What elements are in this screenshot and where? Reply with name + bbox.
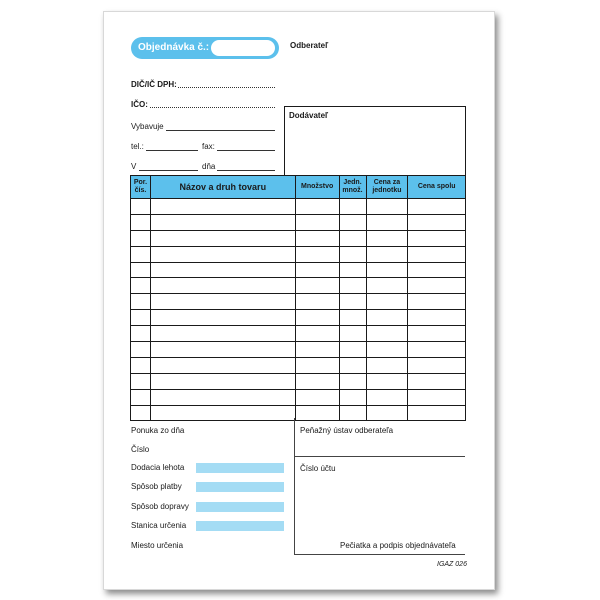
table-cell[interactable] bbox=[366, 278, 408, 294]
table-cell[interactable] bbox=[408, 199, 466, 215]
order-number-label: Objednávka č.: bbox=[138, 42, 210, 53]
table-cell[interactable] bbox=[408, 373, 466, 389]
ico-field[interactable] bbox=[150, 107, 275, 108]
table-cell[interactable] bbox=[339, 389, 366, 405]
table-cell[interactable] bbox=[295, 389, 339, 405]
table-cell[interactable] bbox=[295, 294, 339, 310]
table-cell[interactable] bbox=[150, 294, 295, 310]
place-field[interactable] bbox=[139, 170, 198, 171]
table-cell[interactable] bbox=[408, 389, 466, 405]
table-cell[interactable] bbox=[295, 342, 339, 358]
dic-label: DIČ/IČ DPH: bbox=[131, 80, 177, 89]
table-row[interactable] bbox=[131, 357, 466, 373]
table-cell[interactable] bbox=[339, 262, 366, 278]
table-cell[interactable] bbox=[339, 246, 366, 262]
ico-label: IČO: bbox=[131, 100, 148, 109]
table-cell[interactable] bbox=[131, 262, 151, 278]
table-cell[interactable] bbox=[408, 405, 466, 421]
table-row[interactable] bbox=[131, 310, 466, 326]
table-cell[interactable] bbox=[150, 199, 295, 215]
table-cell[interactable] bbox=[131, 246, 151, 262]
table-cell[interactable] bbox=[408, 326, 466, 342]
table-row[interactable] bbox=[131, 373, 466, 389]
col-header-total: Cena spolu bbox=[408, 176, 466, 199]
table-cell[interactable] bbox=[150, 262, 295, 278]
table-cell[interactable] bbox=[366, 389, 408, 405]
fax-label: fax: bbox=[202, 142, 215, 151]
offer-label: Ponuka zo dňa bbox=[131, 426, 185, 435]
table-cell[interactable] bbox=[339, 326, 366, 342]
number-label: Číslo bbox=[131, 445, 150, 454]
table-cell[interactable] bbox=[408, 262, 466, 278]
col-header-number: Por. čís. bbox=[131, 176, 151, 199]
transport-label: Spôsob dopravy bbox=[131, 502, 189, 511]
tel-field[interactable] bbox=[146, 150, 198, 151]
table-cell[interactable] bbox=[131, 294, 151, 310]
table-cell[interactable] bbox=[295, 310, 339, 326]
date-label: dňa bbox=[202, 162, 216, 171]
table-cell[interactable] bbox=[131, 373, 151, 389]
table-cell[interactable] bbox=[366, 262, 408, 278]
table-row[interactable] bbox=[131, 294, 466, 310]
table-cell[interactable] bbox=[339, 199, 366, 215]
table-cell[interactable] bbox=[366, 310, 408, 326]
transport-field[interactable] bbox=[196, 502, 284, 512]
bank-label: Peňažný ústav odberateľa bbox=[300, 426, 394, 435]
destination-label: Miesto určenia bbox=[131, 541, 184, 550]
table-cell[interactable] bbox=[295, 199, 339, 215]
col-header-unit-price: Cena za jednotku bbox=[366, 176, 408, 199]
table-row[interactable] bbox=[131, 278, 466, 294]
vybavuje-label: Vybavuje bbox=[131, 122, 164, 131]
table-cell[interactable] bbox=[339, 405, 366, 421]
table-cell[interactable] bbox=[295, 246, 339, 262]
table-cell[interactable] bbox=[131, 310, 151, 326]
table-cell[interactable] bbox=[131, 342, 151, 358]
table-cell[interactable] bbox=[150, 278, 295, 294]
table-cell[interactable] bbox=[295, 373, 339, 389]
table-cell[interactable] bbox=[408, 294, 466, 310]
table-row[interactable] bbox=[131, 326, 466, 342]
supplier-label: Dodávateľ bbox=[289, 111, 329, 120]
table-cell[interactable] bbox=[150, 405, 295, 421]
table-cell[interactable] bbox=[295, 262, 339, 278]
table-cell[interactable] bbox=[408, 357, 466, 373]
order-number-field[interactable] bbox=[211, 40, 275, 56]
table-cell[interactable] bbox=[408, 214, 466, 230]
table-cell[interactable] bbox=[131, 214, 151, 230]
table-cell[interactable] bbox=[366, 357, 408, 373]
table-cell[interactable] bbox=[150, 246, 295, 262]
table-cell[interactable] bbox=[150, 357, 295, 373]
table-cell[interactable] bbox=[366, 326, 408, 342]
stamp-label: Pečiatka a podpis objednávateľa bbox=[340, 541, 456, 550]
table-row[interactable] bbox=[131, 214, 466, 230]
table-cell[interactable] bbox=[295, 230, 339, 246]
table-cell[interactable] bbox=[366, 294, 408, 310]
table-cell[interactable] bbox=[150, 326, 295, 342]
table-row[interactable] bbox=[131, 405, 466, 421]
table-cell[interactable] bbox=[339, 278, 366, 294]
bank-divider bbox=[294, 456, 465, 457]
table-row[interactable] bbox=[131, 389, 466, 405]
col-header-item: Názov a druh tovaru bbox=[150, 176, 295, 199]
table-cell[interactable] bbox=[366, 246, 408, 262]
table-cell[interactable] bbox=[339, 230, 366, 246]
table-cell[interactable] bbox=[366, 230, 408, 246]
date-field[interactable] bbox=[217, 170, 275, 171]
table-cell[interactable] bbox=[131, 357, 151, 373]
table-cell[interactable] bbox=[150, 310, 295, 326]
table-cell[interactable] bbox=[131, 199, 151, 215]
account-label: Číslo účtu bbox=[300, 464, 336, 473]
table-cell[interactable] bbox=[408, 230, 466, 246]
station-label: Stanica určenia bbox=[131, 521, 187, 530]
table-cell[interactable] bbox=[339, 214, 366, 230]
table-cell[interactable] bbox=[150, 342, 295, 358]
form-code: IGAZ 026 bbox=[437, 561, 467, 568]
place-label: V bbox=[131, 162, 137, 171]
table-cell[interactable] bbox=[366, 199, 408, 215]
items-table bbox=[130, 175, 466, 421]
table-cell[interactable] bbox=[131, 230, 151, 246]
table-cell[interactable] bbox=[408, 246, 466, 262]
table-row[interactable] bbox=[131, 246, 466, 262]
table-cell[interactable] bbox=[150, 373, 295, 389]
table-cell[interactable] bbox=[131, 389, 151, 405]
payment-field[interactable] bbox=[196, 482, 284, 492]
table-cell[interactable] bbox=[408, 278, 466, 294]
table-row[interactable] bbox=[131, 342, 466, 358]
table-cell[interactable] bbox=[295, 357, 339, 373]
table-cell[interactable] bbox=[339, 357, 366, 373]
tel-label: tel.: bbox=[131, 142, 144, 151]
delivery-label: Dodacia lehota bbox=[131, 463, 185, 472]
table-cell[interactable] bbox=[131, 405, 151, 421]
table-cell[interactable] bbox=[131, 326, 151, 342]
vybavuje-field[interactable] bbox=[166, 130, 275, 131]
table-row[interactable] bbox=[131, 230, 466, 246]
table-cell[interactable] bbox=[295, 405, 339, 421]
table-cell[interactable] bbox=[339, 342, 366, 358]
customer-label: Odberateľ bbox=[290, 41, 329, 50]
table-cell[interactable] bbox=[366, 373, 408, 389]
table-cell[interactable] bbox=[295, 326, 339, 342]
table-cell[interactable] bbox=[295, 214, 339, 230]
table-cell[interactable] bbox=[366, 342, 408, 358]
table-cell[interactable] bbox=[339, 294, 366, 310]
table-cell[interactable] bbox=[150, 214, 295, 230]
stamp-line bbox=[294, 554, 465, 555]
dic-field[interactable] bbox=[178, 87, 275, 88]
table-cell[interactable] bbox=[366, 214, 408, 230]
fax-field[interactable] bbox=[217, 150, 275, 151]
table-cell[interactable] bbox=[408, 342, 466, 358]
table-cell[interactable] bbox=[408, 310, 466, 326]
table-cell[interactable] bbox=[131, 278, 151, 294]
table-cell[interactable] bbox=[150, 389, 295, 405]
delivery-field[interactable] bbox=[196, 463, 284, 473]
station-field[interactable] bbox=[196, 521, 284, 531]
payment-label: Spôsob platby bbox=[131, 482, 182, 491]
table-cell[interactable] bbox=[339, 373, 366, 389]
table-row[interactable] bbox=[131, 199, 466, 215]
col-header-quantity: Množstvo bbox=[295, 176, 339, 199]
table-cell[interactable] bbox=[366, 405, 408, 421]
table-cell[interactable] bbox=[339, 310, 366, 326]
footer-divider bbox=[294, 418, 295, 555]
table-row[interactable] bbox=[131, 262, 466, 278]
table-cell[interactable] bbox=[150, 230, 295, 246]
col-header-unit: Jedn. množ. bbox=[339, 176, 366, 199]
table-cell[interactable] bbox=[295, 278, 339, 294]
